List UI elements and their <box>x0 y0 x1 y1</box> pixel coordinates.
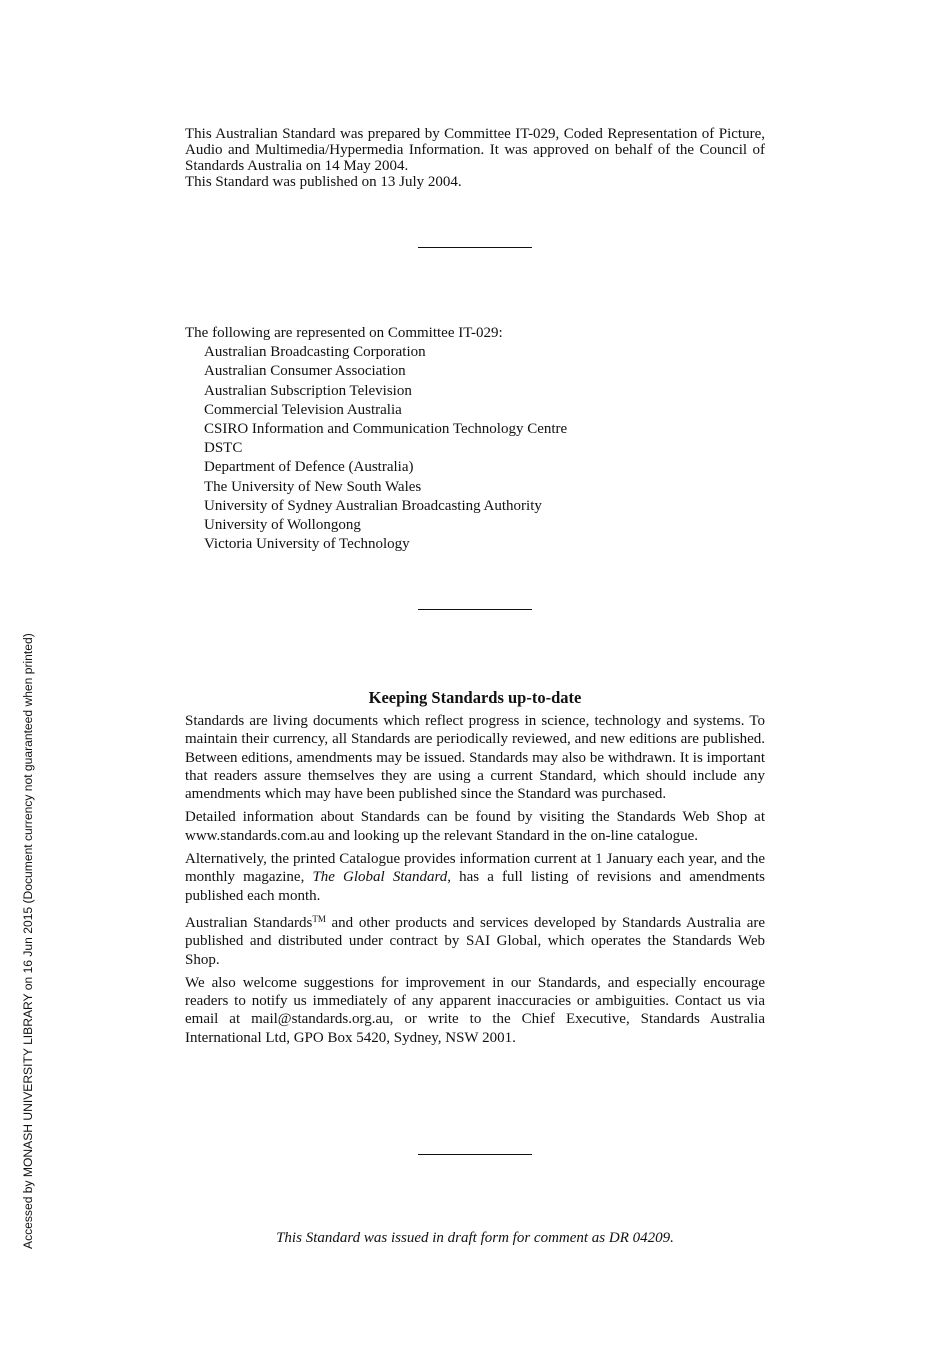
trademark-mark: TM <box>312 913 326 924</box>
paragraph-sai-global <box>185 910 765 969</box>
list-item: Victoria University of Technology <box>204 536 410 553</box>
list-item: The University of New South Wales <box>204 478 422 495</box>
keeping-standards-section <box>185 688 765 1052</box>
catalogue-text-end: , has a full listing of revisions and amendments published each month. <box>185 869 766 904</box>
draft-footer-note: This Standard was issued in draft form for comment as DR 04209. <box>276 1230 674 1246</box>
committee-member-list <box>185 343 765 554</box>
list-item: University of Sydney Australian Broadcasting Authority <box>204 497 542 514</box>
paragraph-living-documents: Standards are living documents which reflect progress in science, technology and systems. To maintain their currency, all Standards are periodically reviewed, and new editions are published. Between editions, amendments may be issued. Standards may also be withdrawn. It is important that readers assure themselves they are using a current Standard, which should include any amendments which may have been published since the Standard was purchased. <box>185 713 765 803</box>
divider-rule <box>418 247 532 248</box>
sai-global-text: and other products and services developed by Standards Australia are published and distributed under contract by SAI Global, which operates the Standards Web Shop. <box>185 914 766 968</box>
list-item: DSTC <box>204 440 243 457</box>
access-watermark: Accessed by MONASH UNIVERSITY LIBRARY on 16 Jun 2015 (Document currency not guaranteed when printed) <box>21 633 35 1249</box>
paragraph-catalogue <box>185 850 765 905</box>
list-item: University of Wollongong <box>204 517 361 534</box>
divider-rule <box>418 609 532 610</box>
list-item: Australian Consumer Association <box>204 363 406 380</box>
preparation-text: This Australian Standard was prepared by Committee IT-029, Coded Representation of Picture, Audio and Multimedia/Hypermedia Information. It was approved on behalf of the Council of Standards Australia on 14 May 2004. <box>185 126 765 174</box>
section-heading: Keeping Standards up-to-date <box>368 688 582 707</box>
list-item: Department of Defence (Australia) <box>204 459 414 476</box>
catalogue-text: Alternatively, the printed Catalogue provides information current at 1 January each year, and the monthly magazine, <box>185 851 765 886</box>
list-item: CSIRO Information and Communication Technology Centre <box>204 421 568 438</box>
list-item: Commercial Television Australia <box>204 401 402 418</box>
australian-standards-text: Australian Standards <box>185 914 313 931</box>
list-item: Australian Broadcasting Corporation <box>204 344 426 361</box>
magazine-title: The Global Standard <box>312 869 448 886</box>
paragraph-contact: We also welcome suggestions for improvement in our Standards, and especially encourage readers to notify us immediately of any apparent inaccuracies or ambiguities. Contact us via email at mail@standards.org.au, or write to the Chief Executive, Standards Australia International Ltd, GPO Box 5420, Sydney, NSW 2001. <box>185 974 765 1046</box>
committee-intro: The following are represented on Committee IT-029: <box>185 325 503 341</box>
publication-date: This Standard was published on 13 July 2004. <box>185 174 462 190</box>
divider-rule <box>418 1154 532 1155</box>
paragraph-web-shop: Detailed information about Standards can be found by visiting the Standards Web Shop at www.standards.com.au and looking up the relevant Standard in the on-line catalogue. <box>185 809 765 844</box>
committee-section <box>185 324 765 554</box>
list-item: Australian Subscription Television <box>204 382 412 399</box>
preparation-notice <box>185 126 765 190</box>
